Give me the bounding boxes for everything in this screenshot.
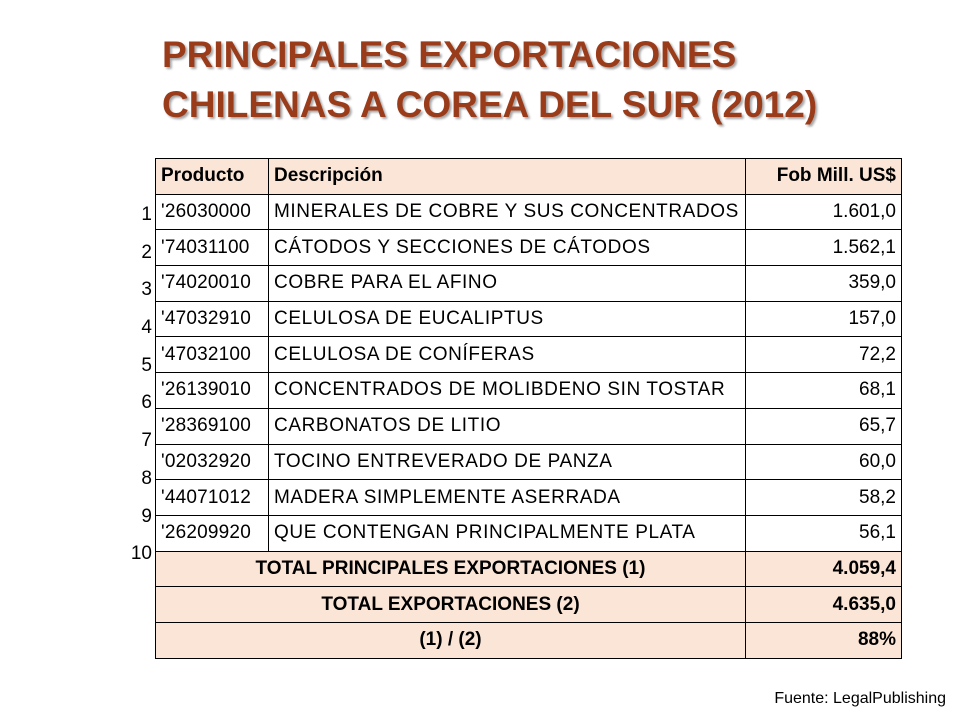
fob-value: 1.562,1 xyxy=(746,230,902,266)
row-number: 5 xyxy=(141,354,152,376)
table-row xyxy=(156,373,902,409)
table-row xyxy=(156,230,902,266)
table-row xyxy=(156,337,902,373)
row-number: 10 xyxy=(130,543,152,565)
product-description: MADERA SIMPLEMENTE ASERRADA xyxy=(269,480,746,516)
table-row xyxy=(156,194,902,230)
total-label: TOTAL PRINCIPALES EXPORTACIONES (1) xyxy=(156,551,746,587)
row-number: 2 xyxy=(141,241,152,263)
header-fob: Fob Mill. US$ xyxy=(746,159,902,195)
total-value: 4.059,4 xyxy=(746,551,902,587)
row-numbers xyxy=(110,196,152,573)
row-number: 3 xyxy=(141,279,152,301)
product-description: CÁTODOS Y SECCIONES DE CÁTODOS xyxy=(269,230,746,266)
product-code: '26209920 xyxy=(156,515,269,551)
title-line-1: PRINCIPALES EXPORTACIONES xyxy=(162,34,737,75)
product-code: '26030000 xyxy=(156,194,269,230)
product-description: CARBONATOS DE LITIO xyxy=(269,408,746,444)
table-header-row xyxy=(156,159,902,195)
product-description: CELULOSA DE EUCALIPTUS xyxy=(269,301,746,337)
source-note: Fuente: LegalPublishing xyxy=(774,690,946,707)
row-number: 9 xyxy=(141,505,152,527)
row-number: 1 xyxy=(141,204,152,225)
fob-value: 157,0 xyxy=(746,301,902,337)
fob-value: 68,1 xyxy=(746,373,902,409)
product-code: '74031100 xyxy=(156,230,269,266)
ratio-value: 88% xyxy=(746,622,902,658)
product-description: QUE CONTENGAN PRINCIPALMENTE PLATA xyxy=(269,515,746,551)
table-row xyxy=(156,515,902,551)
product-code: '28369100 xyxy=(156,408,269,444)
fob-value: 60,0 xyxy=(746,444,902,480)
product-code: '74020010 xyxy=(156,266,269,302)
row-number: 7 xyxy=(141,430,152,452)
table-row xyxy=(156,301,902,337)
product-code: '47032910 xyxy=(156,301,269,337)
exports-table xyxy=(155,158,902,659)
total-label: TOTAL EXPORTACIONES (2) xyxy=(156,587,746,623)
table-row xyxy=(156,444,902,480)
total-row-exportaciones xyxy=(156,587,902,623)
table-row xyxy=(156,480,902,516)
product-code: '47032100 xyxy=(156,337,269,373)
row-number: 6 xyxy=(141,392,152,414)
header-descripcion: Descripción xyxy=(269,159,746,195)
fob-value: 72,2 xyxy=(746,337,902,373)
fob-value: 65,7 xyxy=(746,408,902,444)
fob-value: 56,1 xyxy=(746,515,902,551)
total-row-principales xyxy=(156,551,902,587)
fob-value: 1.601,0 xyxy=(746,194,902,230)
table-row xyxy=(156,408,902,444)
product-code: '02032920 xyxy=(156,444,269,480)
ratio-row xyxy=(156,622,902,658)
product-code: '26139010 xyxy=(156,373,269,409)
fob-value: 359,0 xyxy=(746,266,902,302)
product-code: '44071012 xyxy=(156,480,269,516)
product-description: CELULOSA DE CONÍFERAS xyxy=(269,337,746,373)
product-description: CONCENTRADOS DE MOLIBDENO SIN TOSTAR xyxy=(269,373,746,409)
ratio-label: (1) / (2) xyxy=(156,622,746,658)
title-line-2: CHILENAS A COREA DEL SUR (2012) xyxy=(162,84,818,125)
header-producto: Producto xyxy=(156,159,269,195)
table-row xyxy=(156,266,902,302)
slide-title xyxy=(162,30,922,130)
total-value: 4.635,0 xyxy=(746,587,902,623)
product-description: COBRE PARA EL AFINO xyxy=(269,266,746,302)
product-description: MINERALES DE COBRE Y SUS CONCENTRADOS xyxy=(269,194,746,230)
product-description: TOCINO ENTREVERADO DE PANZA xyxy=(269,444,746,480)
row-number: 8 xyxy=(141,467,152,489)
row-number: 4 xyxy=(141,317,152,339)
fob-value: 58,2 xyxy=(746,480,902,516)
